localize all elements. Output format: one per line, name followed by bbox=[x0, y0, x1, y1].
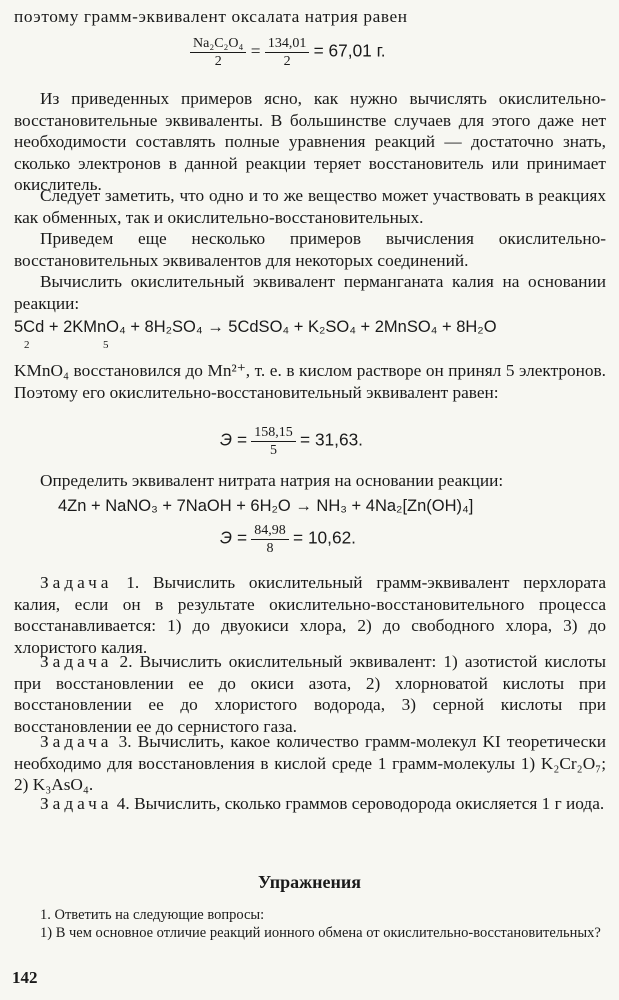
equation-result: = 67,01 г. bbox=[313, 40, 386, 61]
paragraph: Вычислить окислительный эквивалент перманганата калия на основании реакции: bbox=[14, 272, 606, 313]
paragraph: Приведем еще несколько примеров вычисления окислительно-восстановительных эквивалентов для некоторых соединений. bbox=[14, 229, 606, 270]
reaction-permanganate: 5Cd + 2KMnO₄ + 8H₂SO₄ → 5CdSO₄ + K₂SO₄ + 2MnSO₄ + 8H₂O bbox=[14, 318, 497, 336]
task-label: Задача bbox=[40, 652, 113, 671]
reaction-nitrate: 4Zn + NaNO₃ + 7NaOH + 6H₂O → NH₃ + 4Na₂[Zn(OH)₄] bbox=[58, 497, 474, 515]
task-label: Задача bbox=[40, 732, 113, 751]
task-4 bbox=[14, 793, 606, 815]
paragraph: Определить эквивалент нитрата натрия на основании реакции: bbox=[40, 471, 504, 490]
equation-lhs: Э = bbox=[220, 527, 247, 548]
section-heading: Упражнения bbox=[257, 872, 361, 892]
task-label: Задача bbox=[40, 794, 113, 813]
task-2 bbox=[14, 651, 606, 737]
electron-count-cd: 2 bbox=[24, 339, 30, 351]
equation-lhs: Э = bbox=[220, 429, 247, 450]
equation-result: = 10,62. bbox=[293, 527, 356, 548]
task-label: Задача bbox=[40, 573, 113, 592]
fraction-numerator: 134,01 bbox=[265, 36, 310, 53]
fraction bbox=[251, 425, 296, 458]
paragraph: KMnO₄ восстановился до Mn²⁺, т. е. в кислом растворе он принял 5 электронов. Поэтому его окислительно-восстановительный эквивалент равен: bbox=[14, 361, 606, 402]
fraction-numerator: Na₂C₂O₄ bbox=[190, 36, 246, 53]
fraction bbox=[190, 36, 246, 69]
fraction bbox=[251, 523, 289, 556]
fraction-numerator: 84,98 bbox=[251, 523, 289, 540]
task-1 bbox=[14, 572, 606, 658]
task-3 bbox=[14, 731, 606, 796]
equals-sign: = bbox=[250, 41, 261, 61]
task-text: 2. Вычислить окислительный эквивалент: 1) азотистой кислоты при восстановлении ее до окиси азота, 2) хлорноватой кислоты при восстановлении ее до хлористого водорода, 3) серной кислоты при восстановлении ее до сернистого газа. bbox=[14, 652, 606, 736]
task-text: 3. Вычислить, какое количество грамм-молекул KI теоретически необходимо для восстановления в кислой среде 1 грамм-молекулы 1) K₂Cr₂O₇; 2) K₃AsO₄. bbox=[14, 732, 606, 794]
fraction-denominator: 5 bbox=[269, 443, 277, 458]
equation-permanganate bbox=[220, 425, 363, 458]
fraction-numerator: 158,15 bbox=[251, 425, 296, 442]
page-number: 142 bbox=[12, 968, 38, 987]
paragraph: Из приведенных примеров ясно, как нужно вычислять окислительно-восстановительные эквиваленты. В большинстве случаев для этого даже нет необходимости составлять полные уравнения реакций — достаточно знать, сколько электронов в данной реакции теряет восстановитель или принимает окислитель. bbox=[14, 89, 606, 194]
exercise-question: 1) В чем основное отличие реакций ионного обмена от окислительно-восстановительных? bbox=[40, 925, 601, 941]
equation-result: = 31,63. bbox=[300, 429, 363, 450]
task-text: 4. Вычислить, сколько граммов сероводорода окисляется 1 г иода. bbox=[112, 794, 605, 813]
electron-count-mn: 5 bbox=[103, 339, 109, 351]
fraction-denominator: 2 bbox=[214, 54, 222, 69]
equation-oxalate bbox=[190, 36, 386, 69]
fraction-denominator: 8 bbox=[266, 541, 274, 556]
text-line: поэтому грамм-эквивалент оксалата натрия равен bbox=[14, 7, 408, 26]
equation-nitrate bbox=[220, 523, 356, 556]
exercise-item: 1. Ответить на следующие вопросы: bbox=[40, 907, 265, 923]
fraction-denominator: 2 bbox=[283, 54, 291, 69]
paragraph: Следует заметить, что одно и то же вещество может участвовать в реакциях как обменных, так и окислительно-восстановительных. bbox=[14, 186, 606, 227]
task-text: 1. Вычислить окислительный грамм-эквивалент перхлората калия, если он в результате окислительно-восстановительного процесса восстанавливается: 1) до двуокиси хлора, 2) до свободного хлора, 3) до хлористого калия. bbox=[14, 573, 606, 657]
fraction bbox=[265, 36, 310, 69]
